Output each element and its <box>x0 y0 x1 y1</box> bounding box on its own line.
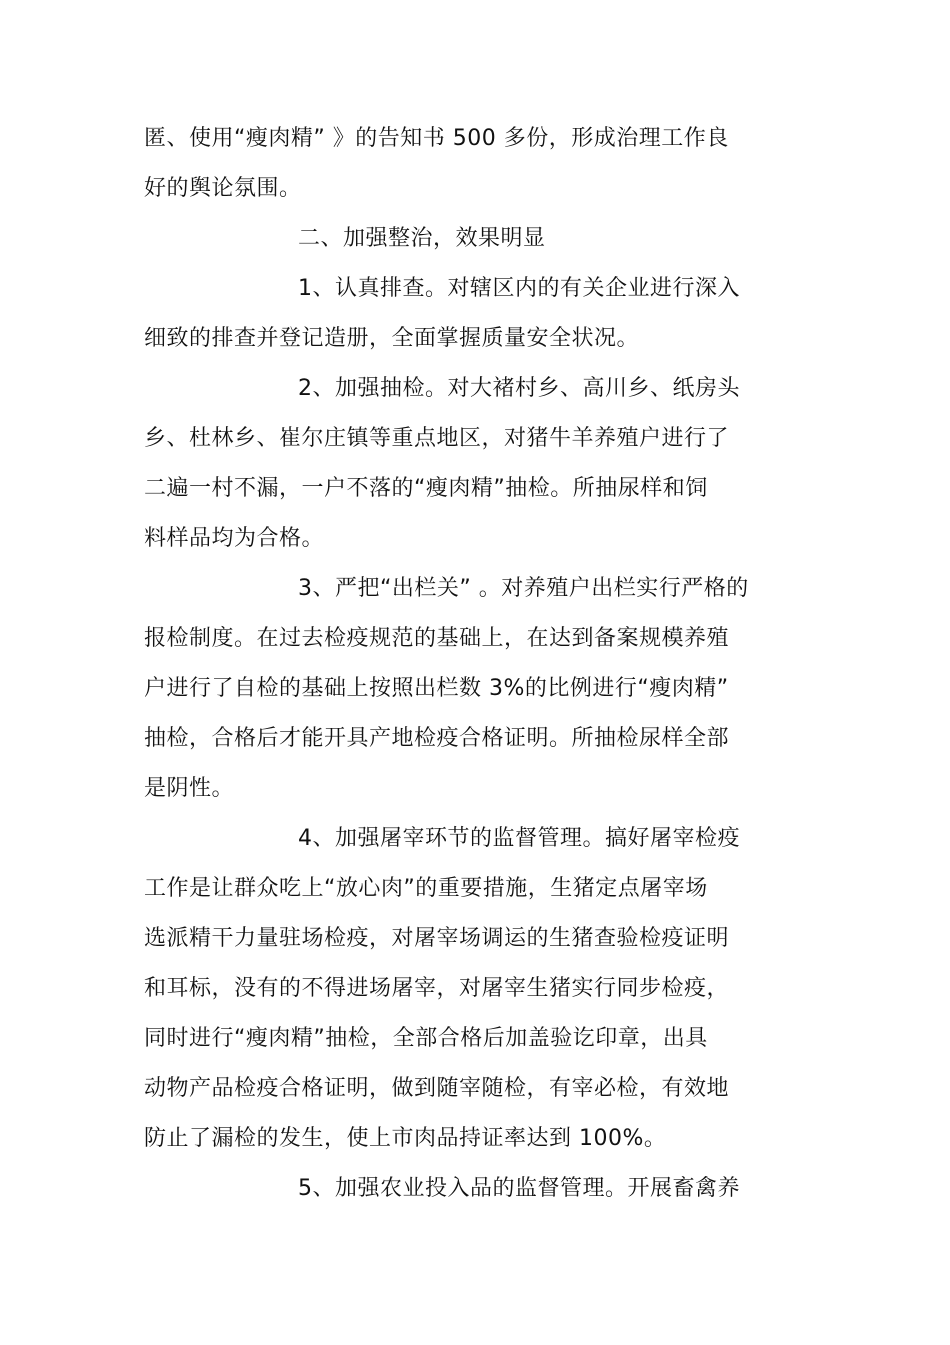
text-line-18: 和耳标，没有的不得进场屠宰，对屠宰生猪实行同步检疫， <box>144 976 730 1001</box>
text-line-8: 二遍一村不漏，一户不落的“瘦肉精”抽检。所抽尿样和饲 <box>144 476 708 501</box>
text-line-15: 4、加强屠宰环节的监督管理。搞好屠宰检疫 <box>298 826 740 851</box>
text-line-7: 乡、杜林乡、崔尔庄镇等重点地区，对猪牛羊养殖户进行了 <box>144 426 730 451</box>
text-line-22: 5、加强农业投入品的监督管理。开展畜禽养 <box>298 1176 740 1201</box>
text-line-20: 动物产品检疫合格证明，做到随宰随检，有宰必检，有效地 <box>144 1076 730 1101</box>
text-line-6: 2、加强抽检。对大褚村乡、高川乡、纸房头 <box>298 376 740 401</box>
text-line-12: 户进行了自检的基础上按照出栏数 3%的比例进行“瘦肉精” <box>144 676 729 701</box>
text-line-13: 抽检，合格后才能开具产地检疫合格证明。所抽检尿样全部 <box>144 726 730 751</box>
text-line-5: 细致的排查并登记造册，全面掌握质量安全状况。 <box>144 326 640 351</box>
text-line-16: 工作是让群众吃上“放心肉”的重要措施，生猪定点屠宰场 <box>144 876 708 901</box>
text-line-17: 选派精干力量驻场检疫，对屠宰场调运的生猪查验检疫证明 <box>144 926 730 951</box>
text-line-2: 好的舆论氛围。 <box>144 176 302 201</box>
text-line-11: 报检制度。在过去检疫规范的基础上，在达到备案规模养殖 <box>144 626 730 651</box>
text-line-14: 是阴性。 <box>144 776 235 801</box>
text-line-10: 3、严把“出栏关” 。对养殖户出栏实行严格的 <box>298 576 749 601</box>
section-heading: 二、加强整治，效果明显 <box>298 226 546 251</box>
text-line-9: 料样品均为合格。 <box>144 526 325 551</box>
text-line-1: 匿、使用“瘦肉精” 》的告知书 500 多份，形成治理工作良 <box>144 126 729 151</box>
text-line-19: 同时进行“瘦肉精”抽检，全部合格后加盖验讫印章，出具 <box>144 1026 708 1051</box>
text-line-21: 防止了漏检的发生，使上市肉品持证率达到 100%。 <box>144 1126 667 1151</box>
text-line-4: 1、认真排查。对辖区内的有关企业进行深入 <box>298 276 740 301</box>
